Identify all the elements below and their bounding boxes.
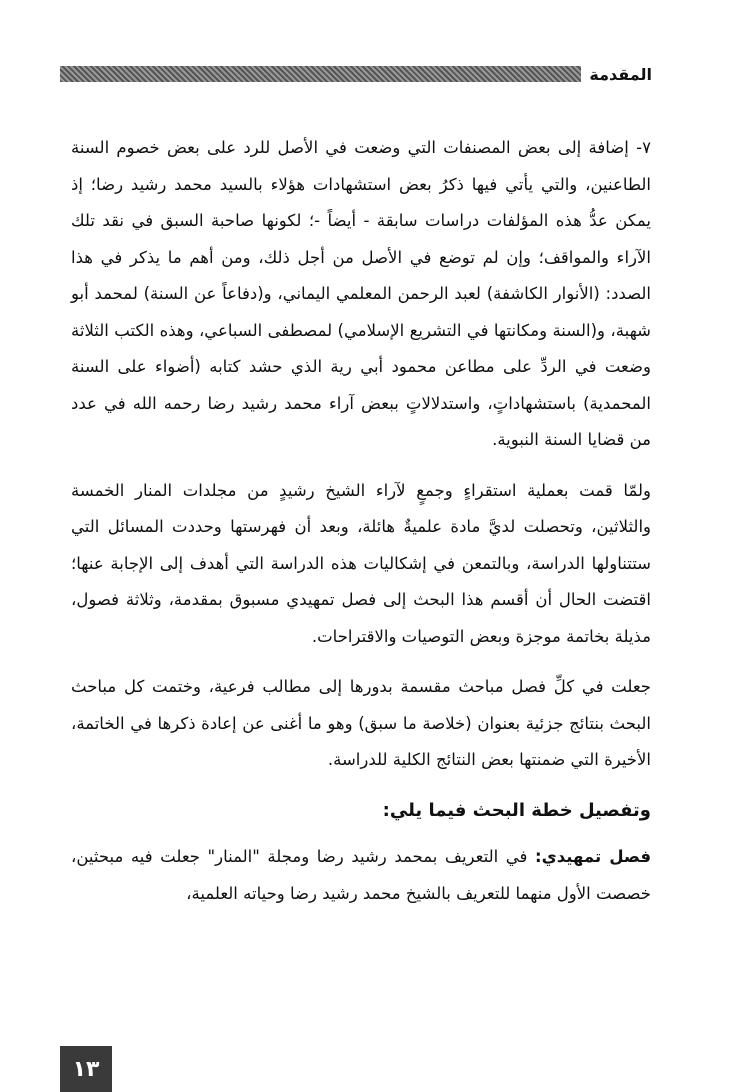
paragraph-4-label: فصل تمهيدي: xyxy=(535,847,651,866)
header-title: المقدمة xyxy=(589,64,652,84)
header-rule xyxy=(60,66,581,82)
paragraph-4-text: في التعريف بمحمد رشيد رضا ومجلة "المنار" جعلت فيه مبحثين، خصصت الأول منهما للتعريف بالشيخ محمد رشيد رضا وحياته العلمية، xyxy=(71,847,651,903)
page-number: ١٣ xyxy=(60,1046,112,1092)
running-header xyxy=(60,62,652,86)
paragraph-2: ولمّا قمت بعملية استقراءٍ وجمعٍ لآراء الشيخ رشيدٍ من مجلدات المنار الخمسة والثلاثين، وتحصلت لديَّ مادة علميةٌ هائلة، وبعد أن فهرستها وحددت المسائل التي ستتناولها الدراسة، وبالتمعن في إشكاليات هذه الدراسة التي أهدف إلى الإجابة عنها؛ اقتضت الحال أن أقسم هذا البحث إلى فصل تمهيدي مسبوق بمقدمة، وثلاثة فصول، مذيلة بخاتمة موجزة وبعض التوصيات والاقتراحات. xyxy=(71,480,651,646)
section-heading: وتفصيل خطة البحث فيما يلي: xyxy=(382,799,651,821)
paragraph-3: جعلت في كلِّ فصل مباحث مقسمة بدورها إلى مطالب فرعية، وختمت كل مباحث البحث بنتائج جزئية بعنوان (خلاصة ما سبق) وهو ما أغنى عن إعادة ذكرها في الخاتمة، الأخيرة التي ضمنتها بعض النتائج الكلية للدراسة. xyxy=(71,677,651,769)
paragraph-1: ٧- إضافة إلى بعض المصنفات التي وضعت في الأصل للرد على بعض خصوم السنة الطاعنين، والتي يأتي فيها ذكرُ بعض استشهادات هؤلاء بالسيد محمد رشيد رضا؛ إذ يمكن عدُّ هذه المؤلفات دراسات سابقة - أيضاً -؛ لكونها صاحبة السبق في نقد تلك الآراء والمواقف؛ وإن لم توضع في الأصل من أجل ذلك، ومن أهم ما يذكر في هذا الصدد: (الأنوار الكاشفة) لعبد الرحمن المعلمي اليماني، و(دفاعاً عن السنة) لمحمد أبو شهبة، و(السنة ومكانتها في التشريع الإسلامي) لمصطفى السباعي، وهذه الكتب الثلاثة وضعت في الردِّ على مطاعن محمود أبي رية الذي حشد كتابه (أضواء على السنة المحمدية) باستشهاداتٍ، واستدلالاتٍ ببعض آراء محمد رشيد رضا رحمه الله في عدد من قضايا السنة النبوية. xyxy=(71,138,651,449)
paragraph-4 xyxy=(71,839,651,912)
body-text xyxy=(71,130,651,926)
